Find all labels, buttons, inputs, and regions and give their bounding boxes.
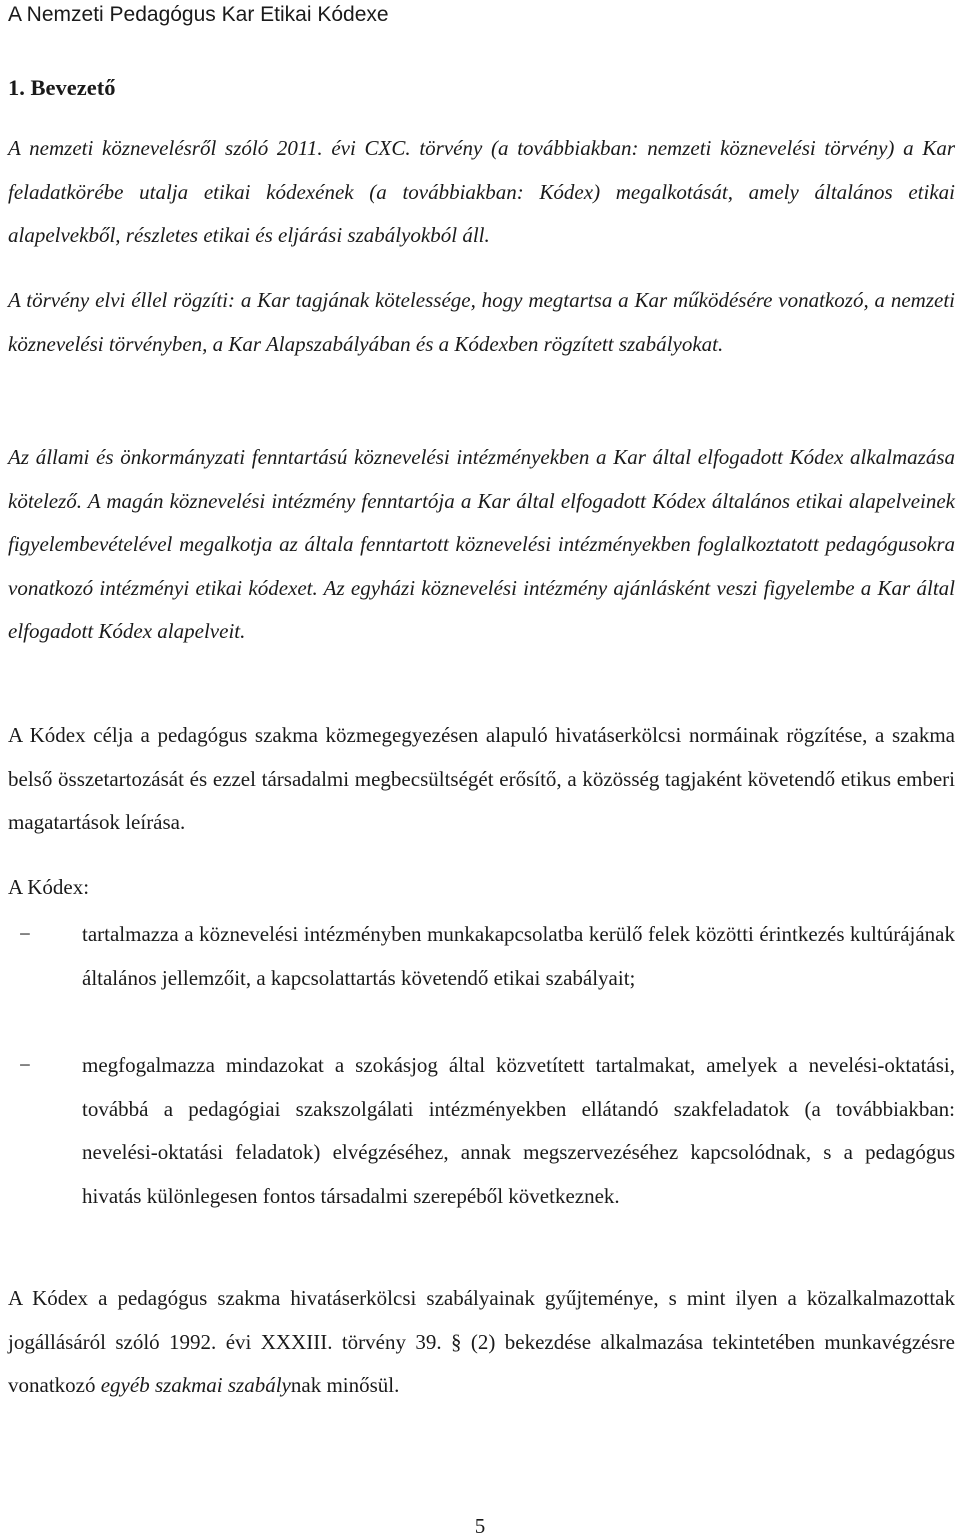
list-item <box>8 1044 955 1218</box>
legal-status-italic: egyéb szakmai szabály <box>100 1373 291 1397</box>
paragraph-legal-status <box>8 1277 955 1408</box>
list-item-text: megfogalmazza mindazokat a szokásjog által közvetített tartalmakat, amelyek a nevelési-oktatási, továbbá a pedagógiai szakszolgálati intézményekben ellátandó szakfeladatok (a továbbiakban: nevelési-oktatási feladatok) elvégzéséhez, annak megszervezéséhez kapcsolódnak, s a pedagógus hivatás különlegesen fontos társadalmi szerepéből következnek. <box>82 1053 955 1208</box>
paragraph-intro: A nemzeti köznevelésről szóló 2011. évi CXC. törvény (a továbbiakban: nemzeti köznevelési törvény) a Kar feladatkörébe utalja etikai kódexének (a továbbiakban: Kódex) megalkotását, amely általános etikai alapelvekből, részletes etikai és eljárási szabályokból áll. <box>8 136 955 247</box>
kodex-content-list <box>8 913 955 1000</box>
dash-bullet: − <box>19 922 31 946</box>
document-title: A Nemzeti Pedagógus Kar Etikai Kódexe <box>8 3 389 26</box>
list-item-text: tartalmazza a köznevelési intézményben munkakapcsolatba kerülő felek közötti érintkezés kultúrájának általános jellemzőit, a kapcsolattartás követendő etikai szabályait; <box>82 922 955 990</box>
paragraph-scope: Az állami és önkormányzati fenntartású köznevelési intézményekben a Kar által elfogadott Kódex alkalmazása kötelező. A magán köznevelési intézmény fenntartója a Kar által elfogadott Kódex általános etikai alapelveinek figyelembevételével megalkotja az általa fenntartott köznevelési intézményekben foglalkoztatott pedagógusokra vonatkozó intézményi etikai kódexet. Az egyházi köznevelési intézmény ajánlásként veszi figyelembe a Kar által elfogadott Kódex alapelveit. <box>8 445 955 643</box>
section-heading: 1. Bevezető <box>8 75 116 100</box>
paragraph-purpose: A Kódex célja a pedagógus szakma közmegegyezésen alapuló hivatáserkölcsi normáinak rögzítése, a szakma belső összetartozását és ezzel társadalmi megbecsültségét erősítő, a közösség tagjaként követendő etikus emberi magatartások leírása. <box>8 723 955 834</box>
legal-status-text: A Kódex a pedagógus szakma hivatáserkölcsi szabályainak gyűjteménye, s mint ilyen a közalkalmazottak jogállásáról szóló 1992. évi XXXIII. törvény 39. § (2) bekezdése alkalmazása tekintetében munkavégzésre vonatkozó <box>8 1286 955 1397</box>
dash-bullet: − <box>19 1053 31 1077</box>
list-item <box>8 913 955 1000</box>
paragraph-obligation: A törvény elvi éllel rögzíti: a Kar tagjának kötelessége, hogy megtartsa a Kar működésére vonatkozó, a nemzeti köznevelési törvényben, a Kar Alapszabályában és a Kódexben rögzített szabályokat. <box>8 288 955 356</box>
paragraph-kodex-label: A Kódex: <box>8 875 90 899</box>
kodex-content-list-second <box>8 1044 955 1218</box>
legal-status-suffix: nak minősül. <box>290 1373 400 1397</box>
page-number: 5 <box>474 1514 486 1538</box>
